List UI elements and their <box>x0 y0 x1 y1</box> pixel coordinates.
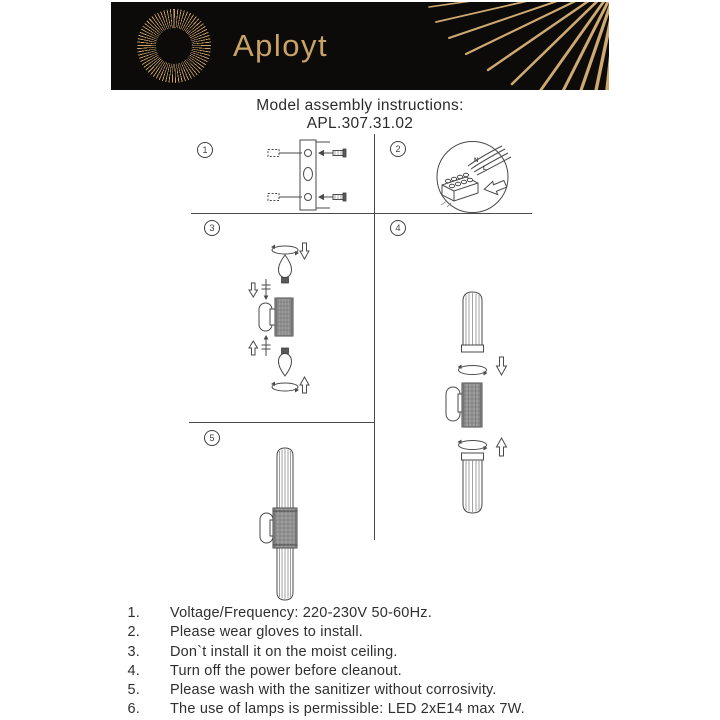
step-1-mounting-bracket-diagram-icon <box>255 134 365 216</box>
instruction-text: Voltage/Frequency: 220-230V 50-60Hz. <box>170 605 432 621</box>
step-1-badge: 1 <box>197 142 213 158</box>
instruction-text: Don`t install it on the moist ceiling. <box>170 643 398 660</box>
instruction-text: Turn off the power before cleanout. <box>170 662 402 679</box>
wire-label-neutral: N <box>474 158 479 164</box>
sunburst-logo-icon <box>137 9 211 83</box>
grid-divider-horizontal-2 <box>189 422 374 423</box>
instruction-number: 5. <box>127 682 140 699</box>
instruction-number: 4. <box>127 662 140 679</box>
brand-name: Aployt <box>233 28 329 63</box>
step-3-badge: 3 <box>204 220 220 236</box>
instruction-list <box>108 604 668 720</box>
instruction-item <box>108 681 668 700</box>
model-number: APL.307.31.02 <box>306 115 414 132</box>
instruction-number: 6. <box>127 701 140 718</box>
radial-rays-decoration-icon <box>414 2 609 90</box>
step-2-wiring-diagram-icon <box>425 139 520 217</box>
instruction-item <box>108 643 668 662</box>
grid-divider-vertical <box>374 134 375 540</box>
page-title: Model assembly instructions: <box>256 97 464 114</box>
step-4-badge: 4 <box>390 220 406 236</box>
brand-banner <box>111 2 609 90</box>
instruction-item <box>108 662 668 681</box>
step-5-assembled-lamp-icon <box>250 441 340 606</box>
wire-label-line: L <box>483 166 487 172</box>
instruction-item <box>108 700 668 719</box>
instruction-text: Please wash with the sanitizer without corrosivity. <box>170 682 497 699</box>
instruction-item <box>108 623 668 642</box>
step-2-badge: 2 <box>390 141 406 157</box>
instruction-text: The use of lamps is permissible: LED 2xE14 max 7W. <box>170 701 525 718</box>
instruction-number: 3. <box>127 643 140 660</box>
step-5-badge: 5 <box>204 430 220 446</box>
instruction-text: Please wear gloves to install. <box>170 624 363 641</box>
instruction-item <box>108 604 668 623</box>
instruction-number: 1. <box>127 605 140 621</box>
step-4-shade-installation-diagram-icon <box>440 284 515 516</box>
step-3-bulb-installation-diagram-icon <box>235 233 345 398</box>
instruction-number: 2. <box>127 624 140 641</box>
